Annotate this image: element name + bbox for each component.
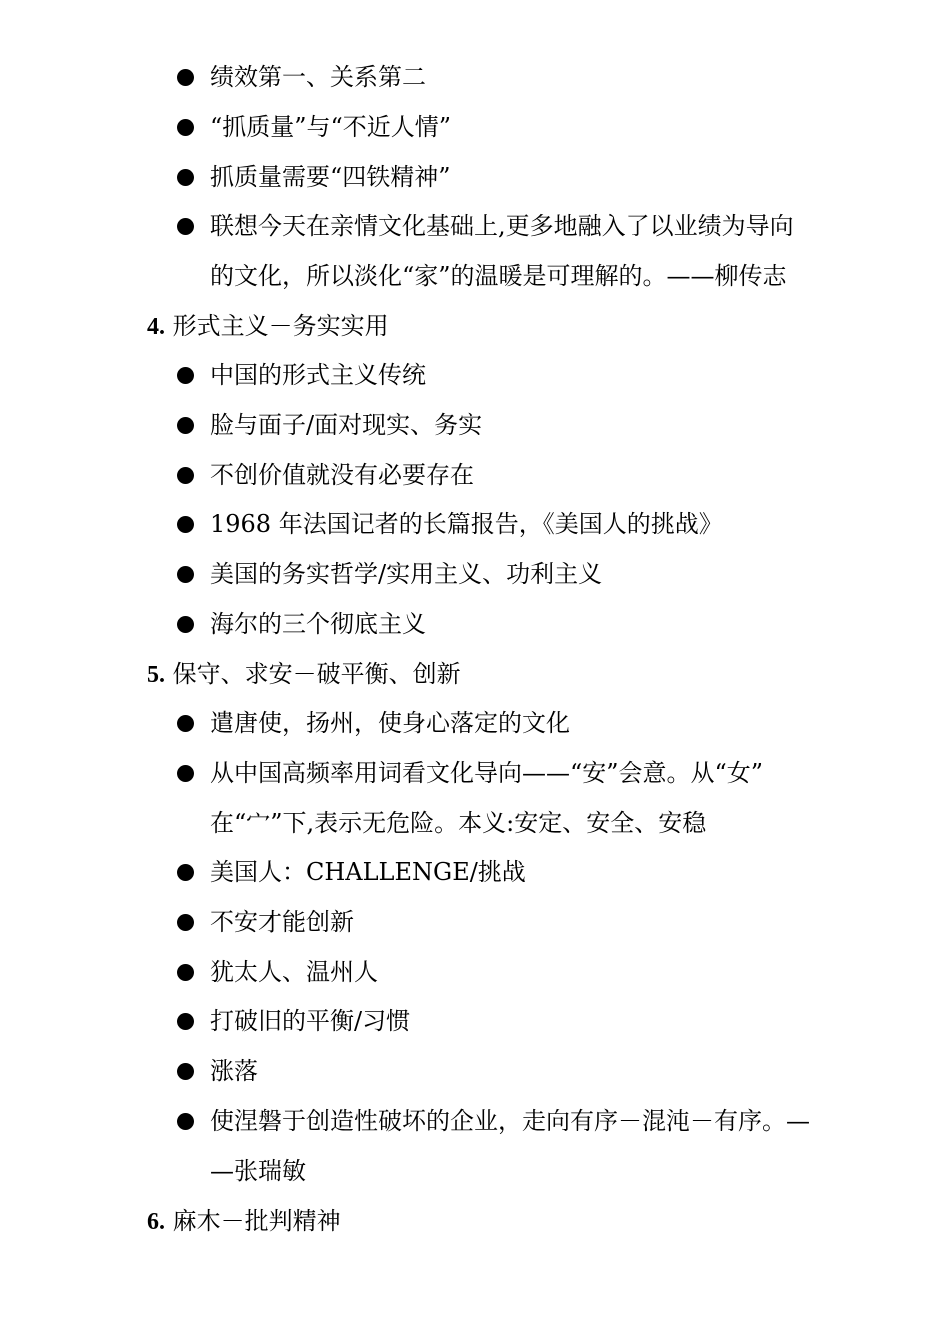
section-heading: 5. 保守、求安－破平衡、创新 — [147, 660, 461, 688]
bullet-icon — [177, 914, 194, 931]
bullet-icon — [177, 169, 194, 186]
bullet-icon — [177, 417, 194, 434]
bullet-item-continuation: 在“宀”下,表示无危险。本义:安定、安全、安稳 — [210, 809, 707, 837]
bullet-item: 抓质量需要“四铁精神” — [210, 163, 451, 191]
bullet-icon — [177, 367, 194, 384]
section-heading: 6. 麻木－批判精神 — [147, 1207, 341, 1235]
bullet-item: 不创价值就没有必要存在 — [210, 461, 474, 489]
section-heading: 4. 形式主义－务实实用 — [147, 312, 389, 340]
bullet-icon — [177, 467, 194, 484]
bullet-item: 美国的务实哲学/实用主义、功利主义 — [210, 560, 603, 588]
bullet-icon — [177, 69, 194, 86]
bullet-icon — [177, 1063, 194, 1080]
bullet-item: 涨落 — [210, 1057, 258, 1085]
bullet-item: 不安才能创新 — [210, 908, 354, 936]
bullet-icon — [177, 566, 194, 583]
bullet-item-continuation: 的文化，所以淡化“家”的温暖是可理解的。——柳传志 — [210, 262, 787, 290]
bullet-icon — [177, 119, 194, 136]
bullet-item: “抓质量”与“不近人情” — [210, 113, 452, 141]
bullet-icon — [177, 218, 194, 235]
bullet-icon — [177, 715, 194, 732]
bullet-item: 联想今天在亲情文化基础上,更多地融入了以业绩为导向 — [210, 212, 794, 240]
bullet-icon — [177, 1013, 194, 1030]
bullet-icon — [177, 616, 194, 633]
bullet-item: 脸与面子/面对现实、务实 — [210, 411, 483, 439]
bullet-item: 海尔的三个彻底主义 — [210, 610, 426, 638]
bullet-icon — [177, 516, 194, 533]
bullet-item: 绩效第一、关系第二 — [210, 63, 426, 91]
bullet-item: 美国人：CHALLENGE/挑战 — [210, 858, 526, 886]
bullet-item: 中国的形式主义传统 — [210, 361, 426, 389]
bullet-item: 使涅磐于创造性破坏的企业，走向有序－混沌－有序。— — [210, 1107, 810, 1135]
bullet-item: 1968 年法国记者的长篇报告，《美国人的挑战》 — [210, 510, 723, 538]
bullet-item: 遣唐使，扬州，使身心落定的文化 — [210, 709, 570, 737]
bullet-item-continuation: —张瑞敏 — [210, 1157, 306, 1185]
bullet-icon — [177, 864, 194, 881]
bullet-item: 打破旧的平衡/习惯 — [210, 1007, 411, 1035]
bullet-item: 从中国高频率用词看文化导向——“安”会意。从“女” — [210, 759, 764, 787]
bullet-item: 犹太人、温州人 — [210, 958, 378, 986]
bullet-icon — [177, 765, 194, 782]
bullet-icon — [177, 964, 194, 981]
bullet-icon — [177, 1113, 194, 1130]
